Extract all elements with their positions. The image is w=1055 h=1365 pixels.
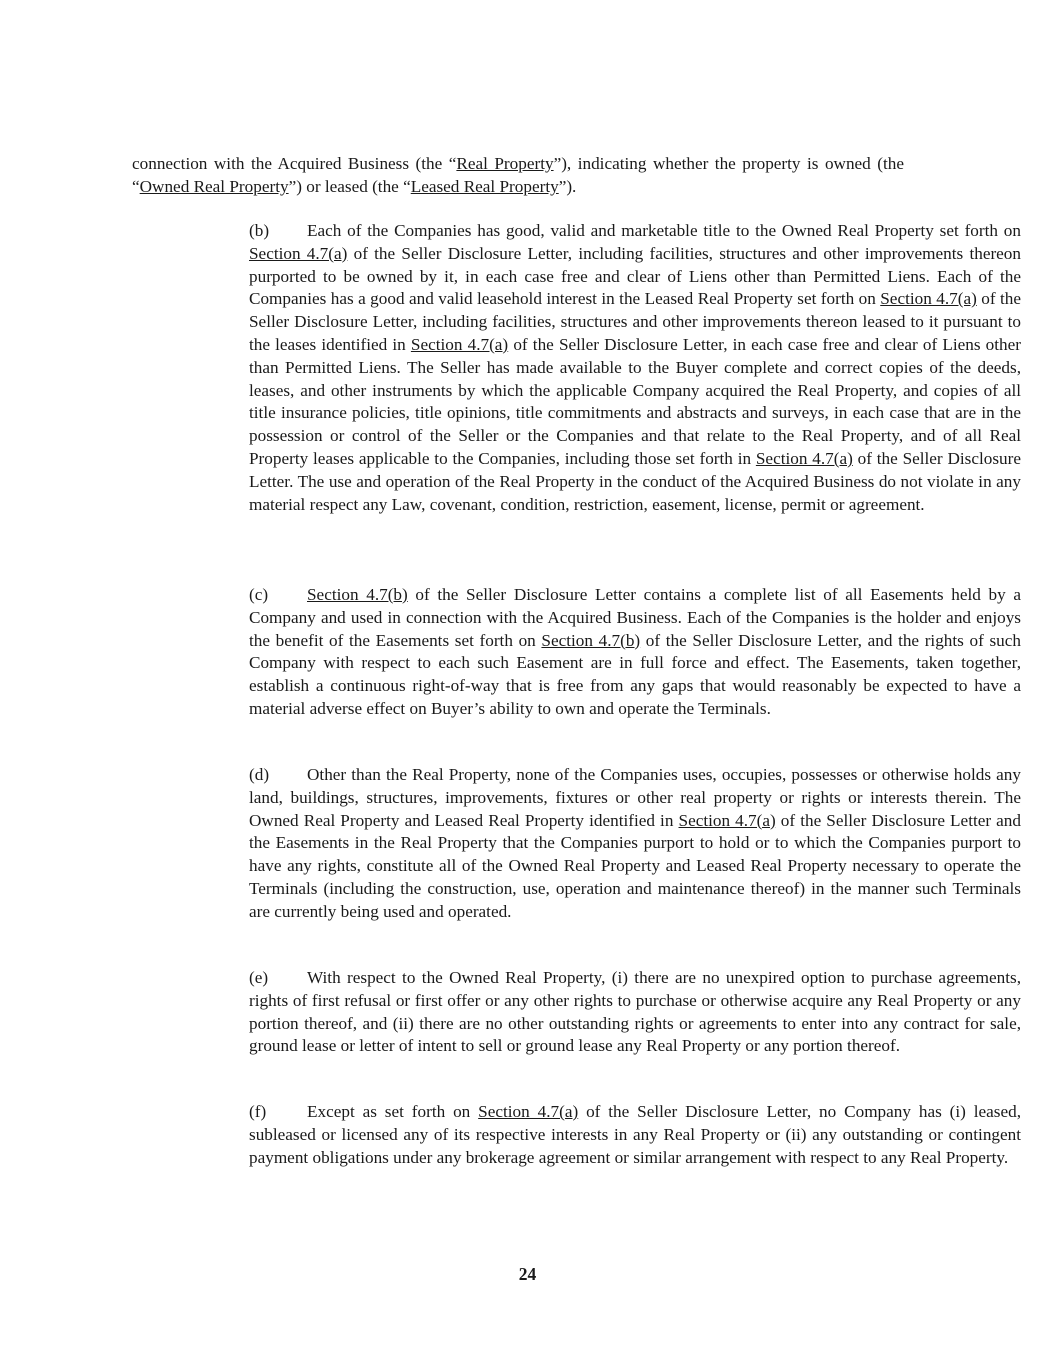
defined-term-owned-real-property: Owned Real Property [139,176,289,196]
paragraph-label: (b) [249,221,270,240]
paragraph-e: (e) With respect to the Owned Real Property, (i) there are no unexpired option to purchase agreements, rights of first refusal or first offer or any other rights to purchase or otherwise acquire any Real Property or any portion thereof, and (ii) there are no other outstanding rights or agreements to enter into any contract for sale, ground lease or letter of intent to sell or ground lease any Real Property or any portion thereof. [249,968,1021,1056]
paragraph-label: (f) [249,1102,267,1121]
paragraph-label: (e) [249,968,269,987]
paragraph-c: (c) Section 4.7(b) of the Seller Disclosure Letter contains a complete list of all Easements held by a Company and used in connection with the Acquired Business. Each of the Companies is the holder and enjoys the benefit of the Easements set forth on Section 4.7(b) of the Seller Disclosure Letter, and the rights of such Company with respect to each such Easement are in full force and effect. The Easements, taken together, establish a continuous right-of-way that is free from any gaps that would reasonably be expected to have a material adverse effect on Buyer’s ability to own and operate the Terminals. [249,585,1021,718]
section-reference: Section 4.7(b) [541,630,641,650]
section-reference: Section 4.7(a) [678,810,776,830]
page-number: 24 [518,1264,537,1284]
defined-term-real-property: Real Property [456,154,554,173]
paragraph-continuation: connection with the Acquired Business (the “Real Property”), indicating whether the property is owned (the “Owned Real Property”) or leased (the “Leased Real Property”). [132,154,904,196]
paragraph-f: (f) Except as set forth on Section 4.7(a) of the Seller Disclosure Letter, no Company has (i) leased, subleased or licensed any of its respective interests in any Real Property or (ii) any outstanding or contingent payment obligations under any brokerage agreement or similar arrangement with respect to any Real Property. [249,1102,1022,1167]
section-reference: Section 4.7(a) [880,289,977,309]
section-reference: Section 4.7(a) [410,334,509,354]
defined-term-leased-real-property: Leased Real Property [410,176,559,196]
section-reference: Section 4.7(a) [249,243,348,263]
paragraph-b: (b) Each of the Companies has good, valid and marketable title to the Owned Real Property set forth on Section 4.7(a) of the Seller Disclosure Letter, including facilities, structures and other improvements thereon purported to be owned by it, in each case free and clear of Liens other than Permitted Liens. Each of the Companies has a good and valid leasehold interest in the Leased Real Property set forth on Section 4.7(a) of the Seller Disclosure Letter, including facilities, structures and other improvements thereon leased to it pursuant to the leases identified in Section 4.7(a) of the Seller Disclosure Letter, in each case free and clear of Liens other than Permitted Liens. The Seller has made available to the Buyer complete and correct copies of the deeds, leases, and other instruments by which the applicable Company acquired the Real Property, and copies of all title insurance policies, title opinions, title commitments and abstracts and surveys, in each case that are in the possession or control of the Seller or the Companies and that relate to the Real Property, and of all Real Property leases applicable to the Companies, including those set forth in Section 4.7(a) of the Seller Disclosure Letter. The use and operation of the Real Property in the conduct of the Acquired Business do not violate in any material respect any Law, covenant, condition, restriction, easement, license, permit or agreement. [249,221,1021,514]
paragraph-d: (d) Other than the Real Property, none of the Companies uses, occupies, possesses or otherwise holds any land, buildings, structures, improvements, fixtures or other real property or rights or interests therein. The Owned Real Property and Leased Real Property identified in Section 4.7(a) of the Seller Disclosure Letter and the Easements in the Real Property that the Companies purport to hold or to which the Companies purport to have any rights, constitute all of the Owned Real Property and Leased Real Property necessary to operate the Terminals (including the construction, use, operation and maintenance thereof) in the manner such Terminals are currently being used and operated. [249,765,1021,921]
paragraph-label: (c) [249,585,269,604]
paragraph-label: (d) [249,765,270,784]
section-reference: Section 4.7(b) [307,585,408,604]
section-reference: Section 4.7(a) [755,448,853,468]
section-reference: Section 4.7(a) [478,1102,579,1121]
